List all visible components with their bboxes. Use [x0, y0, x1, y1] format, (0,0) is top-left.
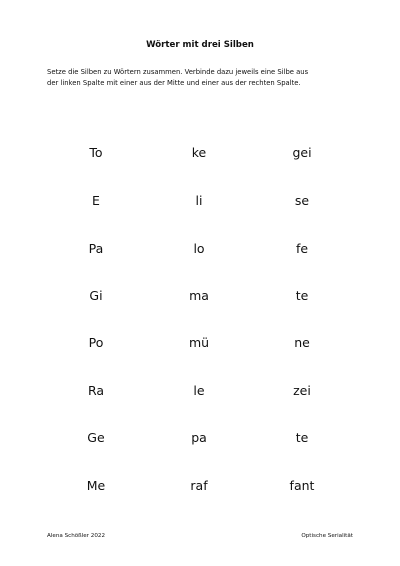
syllable-middle-4: ma — [189, 288, 209, 303]
syllable-middle-1: ke — [191, 145, 207, 160]
syllable-middle-6: le — [193, 383, 205, 398]
instructions-line-2: der linken Spalte mit einer aus der Mitte und einer aus der rechten Spalte. — [47, 79, 301, 87]
worksheet-title: Wörter mit drei Silben — [146, 40, 254, 50]
syllable-left-8: Me — [86, 478, 106, 493]
syllable-right-5: ne — [294, 335, 310, 350]
syllable-middle-7: pa — [191, 430, 207, 445]
syllable-left-4: Gi — [89, 288, 103, 303]
syllable-middle-2: li — [195, 193, 203, 208]
syllable-left-2: E — [92, 193, 100, 208]
syllable-left-1: To — [89, 145, 103, 160]
syllable-right-7: te — [295, 430, 309, 445]
footer-topic: Optische Serialität — [301, 533, 353, 539]
syllable-left-3: Pa — [88, 241, 104, 256]
syllable-left-6: Ra — [87, 383, 105, 398]
syllable-right-4: te — [295, 288, 309, 303]
instructions-line-1: Setze die Silben zu Wörtern zusammen. Verbinde dazu jeweils eine Silbe aus — [47, 68, 309, 76]
syllable-right-6: zei — [293, 383, 311, 398]
syllable-right-8: fant — [289, 478, 315, 493]
syllable-middle-8: raf — [190, 478, 208, 493]
syllable-middle-5: mü — [188, 335, 210, 350]
syllable-left-5: Po — [88, 335, 104, 350]
syllable-right-1: gei — [292, 145, 312, 160]
syllable-right-2: se — [294, 193, 310, 208]
footer-author: Alena Schößler 2022 — [47, 533, 105, 539]
syllable-middle-3: lo — [193, 241, 205, 256]
syllable-right-3: fe — [295, 241, 309, 256]
syllable-left-7: Ge — [87, 430, 105, 445]
